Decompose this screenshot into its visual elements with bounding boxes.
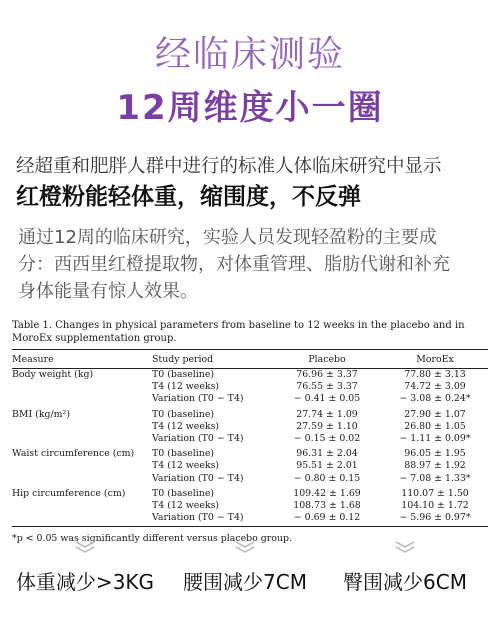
header-moroex: MoroEx <box>382 350 488 369</box>
cell-measure: Body weight (kg) <box>12 369 94 380</box>
results-summary <box>0 540 500 610</box>
cell-study-period: T4 (12 weeks) <box>152 500 220 512</box>
cell-placebo: 27.59 ± 1.10 <box>296 420 358 432</box>
table-row <box>12 485 488 500</box>
cell-moroex: 77.80 ± 3.13 <box>404 369 466 380</box>
paragraph-line: 通过12周的临床研究，实验人员发现轻盈粉的主要成 <box>18 227 437 248</box>
cell-placebo: 95.51 ± 2.01 <box>296 460 358 472</box>
paragraph-line: 身体能量有惊人效果。 <box>18 281 198 302</box>
table-row <box>12 406 488 421</box>
cell-study-period: T0 (baseline) <box>152 487 215 499</box>
cell-measure <box>12 421 152 433</box>
cell-study-period: T0 (baseline) <box>152 448 215 460</box>
cell-measure <box>12 500 152 512</box>
cell-measure: BMI (kg/m²) <box>12 408 70 420</box>
cell-study-period: Variation (T0 − T4) <box>152 472 244 484</box>
table-row <box>12 421 488 433</box>
cell-moroex: 26.80 ± 1.05 <box>404 420 466 432</box>
cell-placebo: 76.96 ± 3.37 <box>296 369 358 380</box>
cell-placebo: − 0.41 ± 0.05 <box>293 393 361 405</box>
chevron-down-icon <box>234 540 256 554</box>
cell-moroex: 96.05 ± 1.95 <box>404 448 466 460</box>
intro-highlight: 红橙粉能轻体重，缩围度，不反弹 <box>16 184 361 210</box>
cell-moroex: 74.72 ± 3.09 <box>404 381 466 393</box>
results-table <box>12 349 488 527</box>
table-row <box>12 473 488 485</box>
study-table-figure <box>12 320 488 544</box>
cell-study-period: Variation (T0 − T4) <box>152 393 244 405</box>
cell-measure <box>12 460 152 472</box>
cell-moroex: − 1.11 ± 0.09* <box>399 433 471 445</box>
table-caption: Table 1. Changes in physical parameters from baseline to 12 weeks in the placebo and in MoroEx supplementation group. <box>12 320 465 344</box>
header-measure: Measure <box>12 350 152 369</box>
chevron-down-icon <box>74 540 96 554</box>
cell-moroex: − 7.08 ± 1.33* <box>399 472 471 484</box>
chevron-down-icon <box>394 540 416 554</box>
table-row <box>12 381 488 393</box>
cell-moroex: − 5.96 ± 0.97* <box>382 512 488 527</box>
cell-moroex: − 3.08 ± 0.24* <box>399 393 471 405</box>
table-row <box>12 500 488 512</box>
cell-placebo: 27.74 ± 1.09 <box>296 408 358 420</box>
table-row <box>12 445 488 460</box>
result-label: 腰围减少7CM <box>183 570 307 594</box>
table-row <box>12 393 488 405</box>
cell-measure <box>12 512 152 527</box>
cell-placebo: 96.31 ± 2.04 <box>296 448 358 460</box>
cell-measure <box>12 433 152 445</box>
cell-study-period: T4 (12 weeks) <box>152 420 220 432</box>
table-row <box>12 433 488 445</box>
result-waist <box>160 540 330 595</box>
intro-line: 经超重和肥胖人群中进行的标准人体临床研究中显示 <box>16 156 442 177</box>
table-footnote: *p < 0.05 was significantly different versus placebo group. <box>12 533 292 545</box>
cell-moroex: 88.97 ± 1.92 <box>404 460 466 472</box>
result-label: 体重减少>3KG <box>15 570 155 594</box>
cell-placebo: 109.42 ± 1.69 <box>293 487 361 499</box>
cell-measure: Hip circumference (cm) <box>12 487 126 499</box>
table-row <box>12 512 488 527</box>
cell-moroex: 110.07 ± 1.50 <box>401 487 469 499</box>
cell-measure <box>12 473 152 485</box>
cell-placebo: − 0.15 ± 0.02 <box>293 433 361 445</box>
header-study-period: Study period <box>152 350 272 369</box>
page-title: 经临床测验 <box>154 34 345 75</box>
header-placebo: Placebo <box>272 350 382 369</box>
paragraph-line: 分：西西里红橙提取物，对体重管理、脂肪代谢和补充 <box>18 254 450 275</box>
cell-study-period: Variation (T0 − T4) <box>152 512 272 527</box>
intro-paragraph <box>18 224 488 305</box>
result-hip <box>320 540 490 595</box>
cell-placebo: 108.73 ± 1.68 <box>293 500 361 512</box>
cell-measure: Waist circumference (cm) <box>12 448 135 460</box>
cell-placebo: − 0.80 ± 0.15 <box>293 472 361 484</box>
cell-moroex: 104.10 ± 1.72 <box>401 500 469 512</box>
cell-moroex: 27.90 ± 1.07 <box>404 408 466 420</box>
cell-placebo: − 0.69 ± 0.12 <box>272 512 382 527</box>
table-row <box>12 460 488 472</box>
cell-study-period: T4 (12 weeks) <box>152 460 220 472</box>
result-label: 臀围减少6CM <box>343 570 467 594</box>
cell-study-period: T4 (12 weeks) <box>152 381 220 393</box>
cell-measure <box>12 381 152 393</box>
page-subtitle: 12周维度小一圈 <box>116 88 384 128</box>
table-row <box>12 369 488 382</box>
table-header-row <box>12 350 488 369</box>
cell-placebo: 76.55 ± 3.37 <box>296 381 358 393</box>
result-weight <box>0 540 170 595</box>
cell-study-period: T0 (baseline) <box>152 369 215 380</box>
cell-measure <box>12 393 152 405</box>
cell-study-period: Variation (T0 − T4) <box>152 433 244 445</box>
cell-study-period: T0 (baseline) <box>152 408 215 420</box>
